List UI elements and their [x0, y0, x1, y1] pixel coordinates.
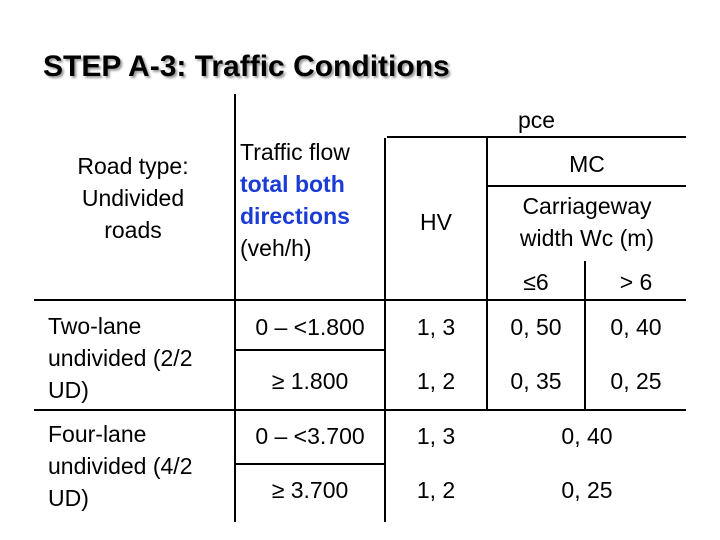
- table-cell-flow: 0 – <3.700: [255, 423, 365, 449]
- width-gt6-header: > 6: [619, 269, 653, 295]
- table-cell-hv: 1, 3: [416, 423, 456, 449]
- hv-header: HV: [420, 209, 452, 235]
- table-cell-mc: 0, 40: [561, 423, 613, 449]
- table-cell-hv: 1, 3: [416, 314, 456, 340]
- mc-header: MC: [569, 151, 605, 177]
- table-cell-mc: 0, 25: [561, 477, 613, 503]
- table-cell-mc-le6: 0, 35: [510, 368, 562, 394]
- table-cell-flow: 0 – <1.800: [255, 314, 365, 340]
- traffic-flow-header: Traffic flow total both directions (veh/h): [240, 139, 350, 261]
- page-title: STEP A-3: Traffic Conditions: [43, 50, 450, 83]
- row1-divider-line: [234, 349, 384, 351]
- pce-underline: [387, 136, 686, 138]
- four-lane-label: Four-lane undivided (4/2 UD): [48, 421, 193, 511]
- table-cell-flow: ≥ 1.800: [271, 368, 349, 394]
- table-cell-flow: ≥ 3.700: [271, 477, 349, 503]
- table-cell-mc-gt6: 0, 25: [610, 368, 662, 394]
- table-cell-mc-gt6: 0, 40: [610, 314, 662, 340]
- table-cell-hv: 1, 2: [416, 368, 456, 394]
- road-type-header: Road type: Undivided roads: [77, 153, 189, 243]
- table-cell-hv: 1, 2: [416, 477, 456, 503]
- table-cell-mc-le6: 0, 50: [510, 314, 562, 340]
- width-le6-header: ≤6: [523, 269, 549, 295]
- section-divider-line: [34, 409, 686, 411]
- two-lane-label: Two-lane undivided (2/2 UD): [48, 313, 193, 403]
- header-bottom-line: [34, 299, 686, 301]
- traffic-conditions-table: [34, 94, 686, 522]
- pce-header: pce: [517, 107, 556, 133]
- mc-underline: [486, 185, 686, 187]
- carriageway-header: Carriageway width Wc (m): [519, 193, 655, 251]
- row3-divider-line: [234, 463, 384, 465]
- col-divider-1: [234, 94, 236, 522]
